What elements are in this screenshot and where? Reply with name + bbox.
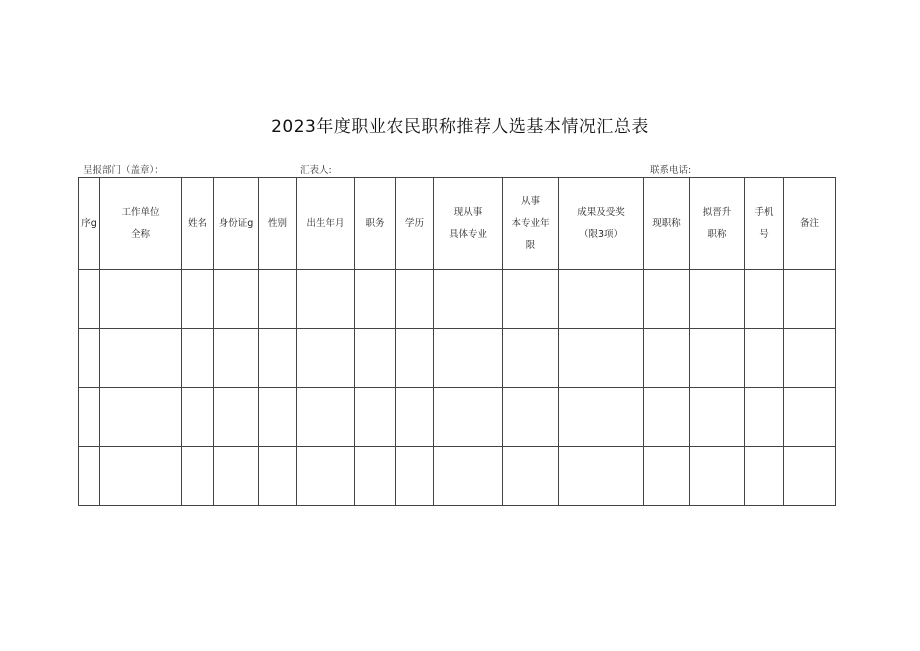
column-header-line: 拟晋升 <box>702 206 732 218</box>
column-header-line: 从事 <box>520 195 540 207</box>
table-cell[interactable] <box>297 388 355 447</box>
table-cell[interactable] <box>690 270 745 329</box>
table-cell[interactable] <box>784 270 836 329</box>
table-cell[interactable] <box>100 388 182 447</box>
table-cell[interactable] <box>559 388 644 447</box>
table-cell[interactable] <box>355 270 396 329</box>
column-header-line: 职称 <box>707 228 727 240</box>
table-cell[interactable] <box>559 329 644 388</box>
table-cell[interactable] <box>690 447 745 506</box>
column-header <box>100 178 182 270</box>
table-cell[interactable] <box>79 447 100 506</box>
column-header-line: （限3项） <box>578 228 624 240</box>
table-cell[interactable] <box>503 270 559 329</box>
table-cell[interactable] <box>182 270 214 329</box>
column-header <box>182 178 214 270</box>
table-cell[interactable] <box>297 447 355 506</box>
table-row <box>79 447 836 506</box>
table-cell[interactable] <box>214 388 259 447</box>
table-cell[interactable] <box>100 447 182 506</box>
table-cell[interactable] <box>745 270 784 329</box>
column-header <box>297 178 355 270</box>
table-cell[interactable] <box>503 388 559 447</box>
table-cell[interactable] <box>79 329 100 388</box>
header-row <box>79 178 836 270</box>
page-title: 2023年度职业农民职称推荐人选基本情况汇总表 <box>271 117 649 137</box>
table-cell[interactable] <box>79 388 100 447</box>
table-cell[interactable] <box>355 447 396 506</box>
compiler-label: 汇表人: <box>300 165 332 176</box>
table-cell[interactable] <box>214 447 259 506</box>
table-cell[interactable] <box>434 447 503 506</box>
table-cell[interactable] <box>559 447 644 506</box>
column-header-line: 学历 <box>404 217 424 229</box>
column-header <box>396 178 434 270</box>
table-cell[interactable] <box>434 388 503 447</box>
column-header <box>214 178 259 270</box>
table-cell[interactable] <box>503 329 559 388</box>
column-header-line: 性别 <box>267 217 287 229</box>
table-cell[interactable] <box>396 329 434 388</box>
table-cell[interactable] <box>259 270 297 329</box>
column-header-line: 现职称 <box>652 217 681 229</box>
column-header-line: 全称 <box>130 228 150 240</box>
table-cell[interactable] <box>644 329 690 388</box>
table-cell[interactable] <box>214 329 259 388</box>
phone-label: 联系电话: <box>650 165 692 176</box>
summary-table <box>78 177 836 506</box>
table-cell[interactable] <box>355 329 396 388</box>
table-cell[interactable] <box>690 388 745 447</box>
table-cell[interactable] <box>297 329 355 388</box>
column-header-line: 序g <box>81 217 97 229</box>
table-cell[interactable] <box>745 388 784 447</box>
table-cell[interactable] <box>259 447 297 506</box>
column-header <box>355 178 396 270</box>
column-header-line: 成果及受奖 <box>577 206 625 218</box>
column-header-line: 限 <box>525 239 536 251</box>
column-header-line: 备注 <box>799 217 819 229</box>
table-row <box>79 329 836 388</box>
column-header-line: 工作单位 <box>121 206 160 218</box>
column-header-line: 职务 <box>365 217 385 229</box>
table-cell[interactable] <box>396 270 434 329</box>
table-cell[interactable] <box>182 388 214 447</box>
table-cell[interactable] <box>259 388 297 447</box>
table-row <box>79 270 836 329</box>
table-cell[interactable] <box>503 447 559 506</box>
table-cell[interactable] <box>100 270 182 329</box>
table-row <box>79 388 836 447</box>
table-cell[interactable] <box>100 329 182 388</box>
table-cell[interactable] <box>182 329 214 388</box>
table-cell[interactable] <box>644 388 690 447</box>
table-cell[interactable] <box>259 329 297 388</box>
column-header-line: 姓名 <box>187 217 207 229</box>
column-header-line: 具体专业 <box>448 228 487 240</box>
table-cell[interactable] <box>644 270 690 329</box>
table-cell[interactable] <box>644 447 690 506</box>
table-cell[interactable] <box>396 447 434 506</box>
table-cell[interactable] <box>214 270 259 329</box>
column-header <box>745 178 784 270</box>
column-header-line: 本专业年 <box>511 217 550 229</box>
table-cell[interactable] <box>396 388 434 447</box>
column-header-line: 出生年月 <box>306 217 345 229</box>
column-header <box>784 178 836 270</box>
table-cell[interactable] <box>690 329 745 388</box>
column-header <box>434 178 503 270</box>
column-header-line: 号 <box>759 228 769 240</box>
table-cell[interactable] <box>434 270 503 329</box>
table-cell[interactable] <box>182 447 214 506</box>
table-cell[interactable] <box>784 329 836 388</box>
table-cell[interactable] <box>559 270 644 329</box>
column-header <box>259 178 297 270</box>
column-header <box>79 178 100 270</box>
column-header-line: 手机 <box>754 206 774 218</box>
table-cell[interactable] <box>434 329 503 388</box>
table-cell[interactable] <box>745 329 784 388</box>
table-cell[interactable] <box>355 388 396 447</box>
table-cell[interactable] <box>784 388 836 447</box>
column-header <box>690 178 745 270</box>
column-header-line: 身份证g <box>218 217 254 229</box>
submitting-unit-label: 呈报部门（盖章）： <box>83 165 164 176</box>
table-cell[interactable] <box>79 270 100 329</box>
table-cell[interactable] <box>745 447 784 506</box>
column-header <box>559 178 644 270</box>
column-header <box>503 178 559 270</box>
table-cell[interactable] <box>297 270 355 329</box>
column-header-line: 现从事 <box>453 206 483 218</box>
column-header <box>644 178 690 270</box>
table-cell[interactable] <box>784 447 836 506</box>
